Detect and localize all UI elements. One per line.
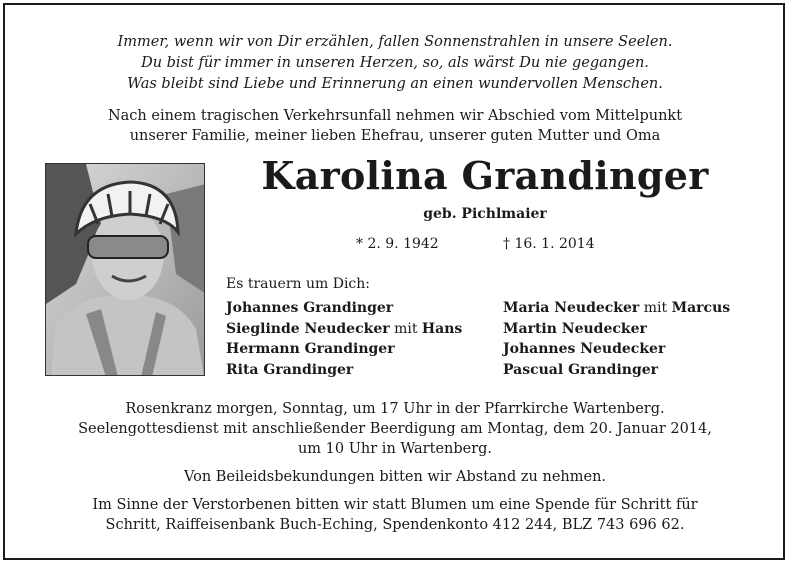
death-date: † 16. 1. 2014: [503, 236, 595, 252]
donation-line: Im Sinne der Verstorbenen bitten wir statt Blumen um eine Spende für Schritt für: [92, 497, 698, 513]
mourner-entry: [503, 319, 730, 340]
maiden-name: geb. Pichlmaier: [423, 206, 547, 222]
mourner-partner: Marcus: [671, 300, 731, 316]
mourner-name: Johannes Neudecker: [503, 341, 666, 357]
mourner-entry: [226, 298, 462, 319]
service-line: Rosenkranz morgen, Sonntag, um 17 Uhr in der Pfarrkirche Wartenberg.: [125, 401, 665, 417]
mourner-with: mit: [394, 320, 418, 337]
intro-line: unserer Familie, meiner lieben Ehefrau, unserer guten Mutter und Oma: [129, 128, 661, 144]
mourner-name: Maria Neudecker: [503, 300, 640, 316]
mourner-entry: [226, 360, 462, 381]
service-line: um 10 Uhr in Wartenberg.: [297, 441, 493, 457]
mourner-name: Johannes Grandinger: [226, 300, 394, 316]
service-line: Seelengottesdienst mit anschließender Beerdigung am Montag, dem 20. Januar 2014,: [78, 421, 712, 437]
mourner-name: Rita Grandinger: [226, 361, 354, 378]
mourner-entry: [503, 298, 730, 319]
mourner-entry: [226, 319, 462, 340]
mourner-entry: [503, 339, 730, 360]
mourner-entry: [226, 339, 462, 360]
donation-line: Schritt, Raiffeisenbank Buch-Eching, Spendenkonto 412 244, BLZ 743 696 62.: [105, 517, 685, 533]
intro-line: Nach einem tragischen Verkehrsunfall nehmen wir Abschied vom Mittelpunkt: [107, 108, 683, 124]
verse-line: Immer, wenn wir von Dir erzählen, fallen Sonnenstrahlen in unsere Seelen.: [117, 34, 673, 50]
deceased-name: Karolina Grandinger: [261, 153, 709, 198]
mourner-name: Hermann Grandinger: [226, 341, 395, 357]
mourner-name: Pascual Grandinger: [503, 361, 659, 378]
mourners-left-column: [226, 298, 462, 380]
portrait-photo: [45, 163, 205, 376]
verse-line: Was bleibt sind Liebe und Erinnerung an einen wundervollen Menschen.: [127, 76, 663, 92]
mourners-heading: Es trauern um Dich:: [226, 276, 370, 292]
mourner-with: mit: [643, 300, 668, 316]
birth-date: * 2. 9. 1942: [356, 236, 439, 252]
verse-line: Du bist für immer in unseren Herzen, so, als wärst Du nie gegangen.: [141, 55, 649, 71]
mourner-entry: [503, 360, 730, 381]
condolence-note: Von Beileidsbekundungen bitten wir Abstand zu nehmen.: [183, 469, 607, 485]
mourner-name: Sieglinde Neudecker: [226, 320, 390, 337]
mourner-name: Martin Neudecker: [503, 320, 647, 337]
mourners-right-column: [503, 298, 730, 380]
mourner-partner: Hans: [421, 320, 463, 337]
